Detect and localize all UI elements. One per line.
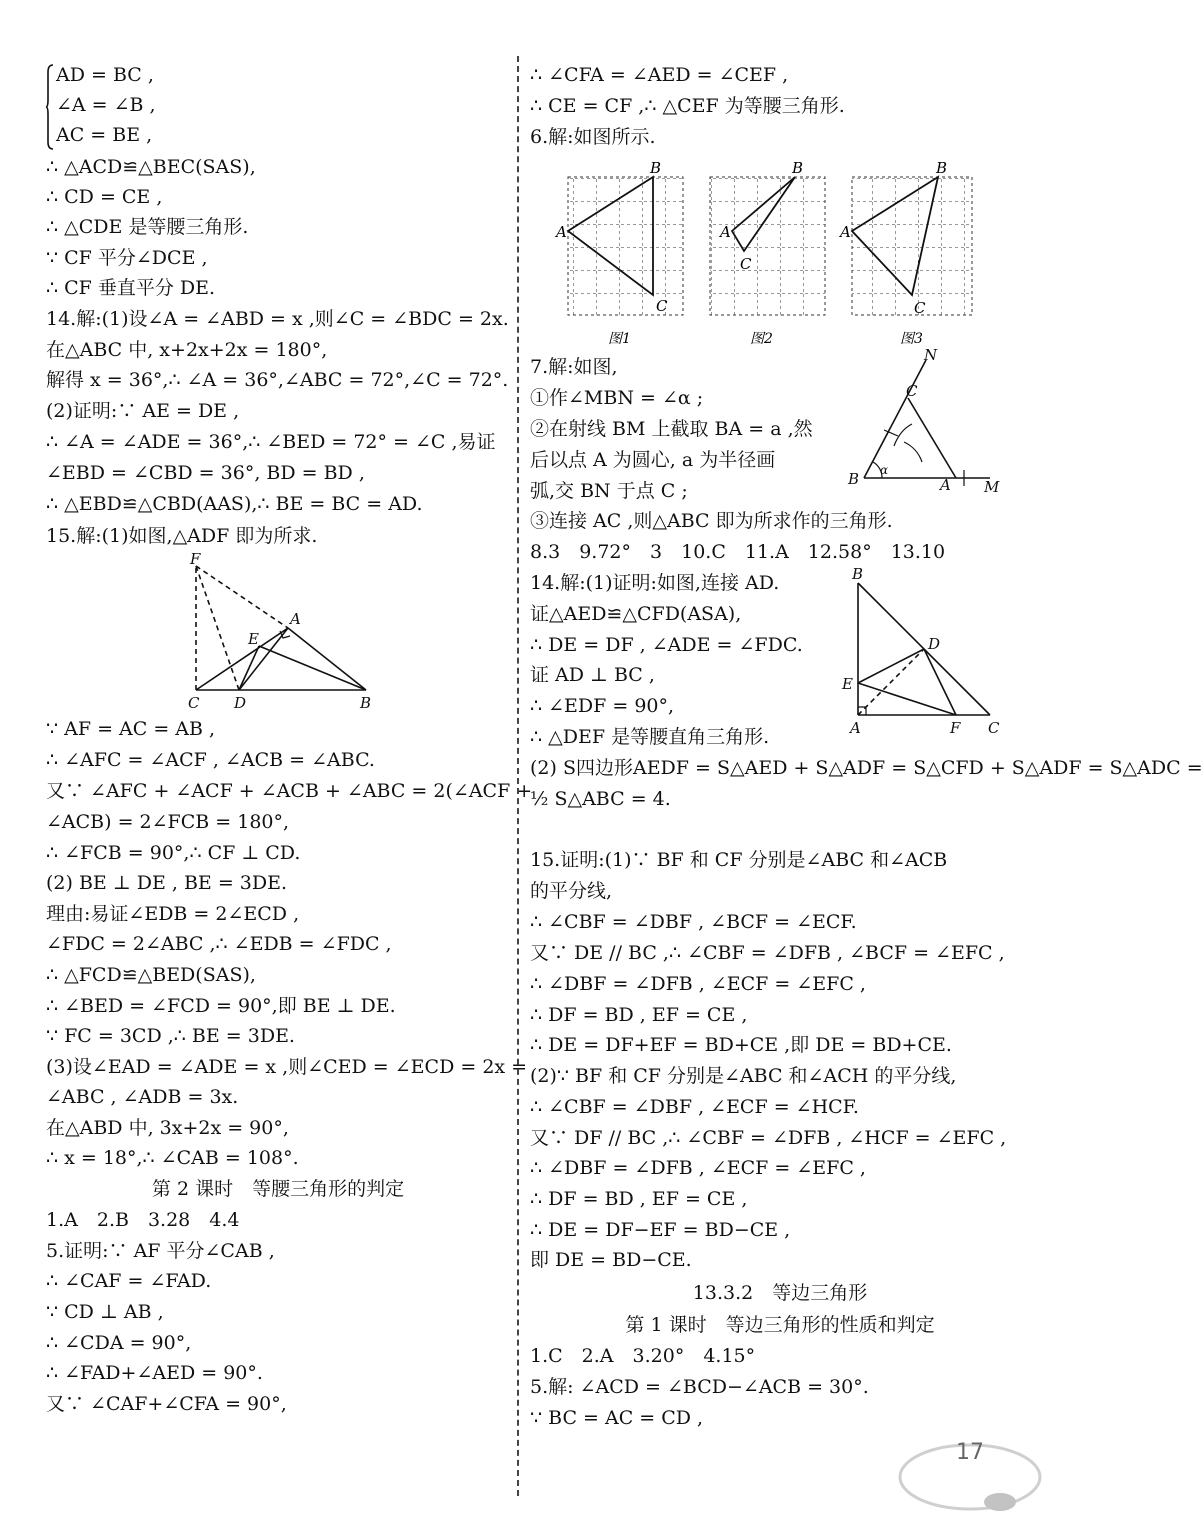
svg-text:α: α <box>880 463 889 477</box>
text-line: 理由:易证∠EDB = 2∠ECD , <box>46 903 300 925</box>
subsection-heading: 第 1 课时 等边三角形的性质和判定 <box>625 1314 935 1336</box>
svg-text:M: M <box>984 478 1000 496</box>
text-line: ∵ CD ⊥ AB , <box>46 1301 164 1323</box>
text-line: (2) BE ⊥ DE , BE = 3DE. <box>46 872 288 894</box>
text-line: 在△ABC 中, x+2x+2x = 180°, <box>46 339 328 361</box>
grid-figure-1 <box>554 159 683 315</box>
svg-text:F: F <box>950 719 961 737</box>
text-line: 6.解:如图所示. <box>530 126 656 148</box>
text-line: ∵ BC = AC = CD , <box>530 1407 704 1429</box>
text-line: ∴ △CDE 是等腰三角形. <box>46 216 249 238</box>
svg-text:B: B <box>852 565 864 583</box>
text-line: 弧,交 BN 于点 C ; <box>530 480 688 502</box>
text-line: 证△AED≌△CFD(ASA), <box>530 603 742 625</box>
text-line: ∴ △EBD≌△CBD(AAS),∴ BE = BC = AD. <box>46 493 423 515</box>
text-line: (2) S四边形AEDF = S△AED + S△ADF = S△CFD + S△ADF = S△ADC = <box>530 757 1203 779</box>
text-line: (2)证明:∵ AE = DE , <box>46 400 240 422</box>
svg-text:B: B <box>936 159 948 177</box>
svg-text:A: A <box>556 223 567 241</box>
text-line: ∠A = ∠B , <box>56 94 156 116</box>
svg-text:C: C <box>656 297 668 315</box>
text-line: 5.解: ∠ACD = ∠BCD−∠ACB = 30°. <box>530 1376 869 1398</box>
svg-text:A: A <box>720 223 731 241</box>
text-line: 7.解:如图, <box>530 356 618 378</box>
text-line: ∴ △ACD≌△BEC(SAS), <box>46 156 256 178</box>
text-line: 又∵ ∠CAF+∠CFA = 90°, <box>46 1393 287 1415</box>
text-line: ∴ ∠CAF = ∠FAD. <box>46 1270 212 1292</box>
text-line: ∴ ∠FAD+∠AED = 90°. <box>46 1362 263 1384</box>
text-line: 后以点 A 为圆心, a 为半径画 <box>530 449 776 471</box>
svg-text:N: N <box>924 346 938 364</box>
triangle-figure-15 <box>176 550 416 714</box>
text-line: AC = BE , <box>56 124 153 146</box>
text-line: AD = BC , <box>56 64 154 86</box>
text-line: ∴ ∠A = ∠ADE = 36°,∴ ∠BED = 72° = ∠C ,易证 <box>46 431 496 453</box>
svg-text:E: E <box>842 675 853 693</box>
text-line: ½ S△ABC = 4. <box>530 788 671 810</box>
text-line: 又∵ ∠AFC + ∠ACF + ∠ACB + ∠ABC = 2(∠ACF + <box>46 780 533 802</box>
text-line: ∠FDC = 2∠ABC ,∴ ∠EDB = ∠FDC , <box>46 933 392 955</box>
text-line: ②在射线 BM 上截取 BA = a ,然 <box>530 418 813 440</box>
point-label-B: B <box>360 694 372 712</box>
text-line: ∵ CF 平分∠DCE , <box>46 247 208 269</box>
text-line: ∴ ∠FCB = 90°,∴ CF ⊥ CD. <box>46 842 301 864</box>
text-line: (3)设∠EAD = ∠ADE = x ,则∠CED = ∠ECD = 2x = <box>46 1056 528 1078</box>
text-line: ∴ CD = CE , <box>46 186 163 208</box>
column-divider <box>517 56 519 1496</box>
triangle-figure-14 <box>840 565 1010 745</box>
grid-figure-2 <box>710 159 825 315</box>
system-brace <box>46 64 54 150</box>
point-label-D: D <box>234 694 247 712</box>
text-line: ∴ △DEF 是等腰直角三角形. <box>530 726 770 748</box>
point-label-F: F <box>190 550 201 568</box>
text-line: ∴ CF 垂直平分 DE. <box>46 277 216 299</box>
svg-text:B: B <box>650 159 662 177</box>
figure-caption-2: 图2 <box>750 331 773 347</box>
text-line: 14.解:(1)证明:如图,连接 AD. <box>530 572 780 594</box>
text-line: 的平分线, <box>530 880 613 902</box>
text-line: ∴ DE = DF−EF = BD−CE , <box>530 1219 791 1241</box>
point-label-E: E <box>248 630 259 648</box>
section-heading: 第 2 课时 等腰三角形的判定 <box>151 1178 405 1200</box>
text-line: 即 DE = BD−CE. <box>530 1249 692 1271</box>
text-line: ①作∠MBN = ∠α ; <box>530 387 704 409</box>
text-line: ∴ ∠CBF = ∠DBF , ∠BCF = ∠ECF. <box>530 911 857 933</box>
text-line: 1.C 2.A 3.20° 4.15° <box>530 1345 756 1367</box>
text-line: ∴ DF = BD , EF = CE , <box>530 1188 748 1210</box>
text-line: ∵ AF = AC = AB , <box>46 718 216 740</box>
text-line: ∴ CE = CF ,∴ △CEF 为等腰三角形. <box>530 95 845 117</box>
text-line: (2)∵ BF 和 CF 分别是∠ABC 和∠ACH 的平分线, <box>530 1065 957 1087</box>
text-line: 又∵ DE // BC ,∴ ∠CBF = ∠DFB , ∠BCF = ∠EFC , <box>530 942 1005 964</box>
text-line: ∠ABC , ∠ADB = 3x. <box>46 1086 239 1108</box>
figure-caption-3: 图3 <box>900 331 923 347</box>
text-line: 15.证明:(1)∵ BF 和 CF 分别是∠ABC 和∠ACB <box>530 849 948 871</box>
svg-text:A: A <box>850 719 861 737</box>
page-number: 17 <box>956 1440 984 1465</box>
text-line: 又∵ DF // BC ,∴ ∠CBF = ∠DFB , ∠HCF = ∠EFC , <box>530 1127 1007 1149</box>
construction-figure-7 <box>842 346 1022 500</box>
figure-caption-1: 图1 <box>608 331 631 347</box>
text-line: ∴ ∠CBF = ∠DBF , ∠ECF = ∠HCF. <box>530 1096 859 1118</box>
text-line: ∴ ∠CFA = ∠AED = ∠CEF , <box>530 64 789 86</box>
text-line: 在△ABD 中, 3x+2x = 90°, <box>46 1117 289 1139</box>
text-line: ∴ ∠AFC = ∠ACF , ∠ACB = ∠ABC. <box>46 749 375 771</box>
svg-text:C: C <box>914 299 926 317</box>
text-line: ∴ ∠DBF = ∠DFB , ∠ECF = ∠EFC , <box>530 973 866 995</box>
text-line: ∴ DE = DF , ∠ADE = ∠FDC. <box>530 634 803 656</box>
text-line: ∴ ∠EDF = 90°, <box>530 695 675 717</box>
grid-figure-3 <box>838 159 972 317</box>
text-line: 14.解:(1)设∠A = ∠ABD = x ,则∠C = ∠BDC = 2x. <box>46 308 509 330</box>
svg-text:C: C <box>906 382 918 400</box>
grid-figures-6 <box>550 155 1010 350</box>
text-line: 8.3 9.72° 3 10.C 11.A 12.58° 13.10 <box>530 541 946 563</box>
svg-text:C: C <box>740 255 752 273</box>
svg-text:B: B <box>848 470 860 488</box>
section-heading: 13.3.2 等边三角形 <box>692 1282 868 1304</box>
text-line: ∴ ∠CDA = 90°, <box>46 1332 192 1354</box>
point-label-C: C <box>188 694 200 712</box>
text-line: ∴ DE = DF+EF = BD+CE ,即 DE = BD+CE. <box>530 1034 952 1056</box>
text-line: 解得 x = 36°,∴ ∠A = 36°,∠ABC = 72°,∠C = 72°. <box>46 369 509 391</box>
point-label-A: A <box>290 610 301 628</box>
text-line: 证 AD ⊥ BC , <box>530 664 655 686</box>
text-line: 1.A 2.B 3.28 4.4 <box>46 1209 240 1231</box>
svg-text:C: C <box>988 719 1000 737</box>
text-line: ∠EBD = ∠CBD = 36°, BD = BD , <box>46 462 365 484</box>
text-line: ∴ x = 18°,∴ ∠CAB = 108°. <box>46 1147 299 1169</box>
text-line: ∴ DF = BD , EF = CE , <box>530 1004 748 1026</box>
text-line: ③连接 AC ,则△ABC 即为所求作的三角形. <box>530 510 893 532</box>
text-line: ∴ ∠DBF = ∠DFB , ∠ECF = ∠EFC , <box>530 1157 866 1179</box>
text-line: ∠ACB) = 2∠FCB = 180°, <box>46 811 290 833</box>
text-line: ∵ FC = 3CD ,∴ BE = 3DE. <box>46 1025 295 1047</box>
svg-text:A: A <box>940 476 951 494</box>
svg-text:B: B <box>792 159 804 177</box>
text-line: 15.解:(1)如图,△ADF 即为所求. <box>46 525 318 547</box>
text-line: ∴ △FCD≌△BED(SAS), <box>46 964 256 986</box>
svg-text:A: A <box>840 223 851 241</box>
text-line: ∴ ∠BED = ∠FCD = 90°,即 BE ⊥ DE. <box>46 995 396 1017</box>
svg-text:D: D <box>928 635 941 653</box>
text-line: 5.证明:∵ AF 平分∠CAB , <box>46 1240 275 1262</box>
